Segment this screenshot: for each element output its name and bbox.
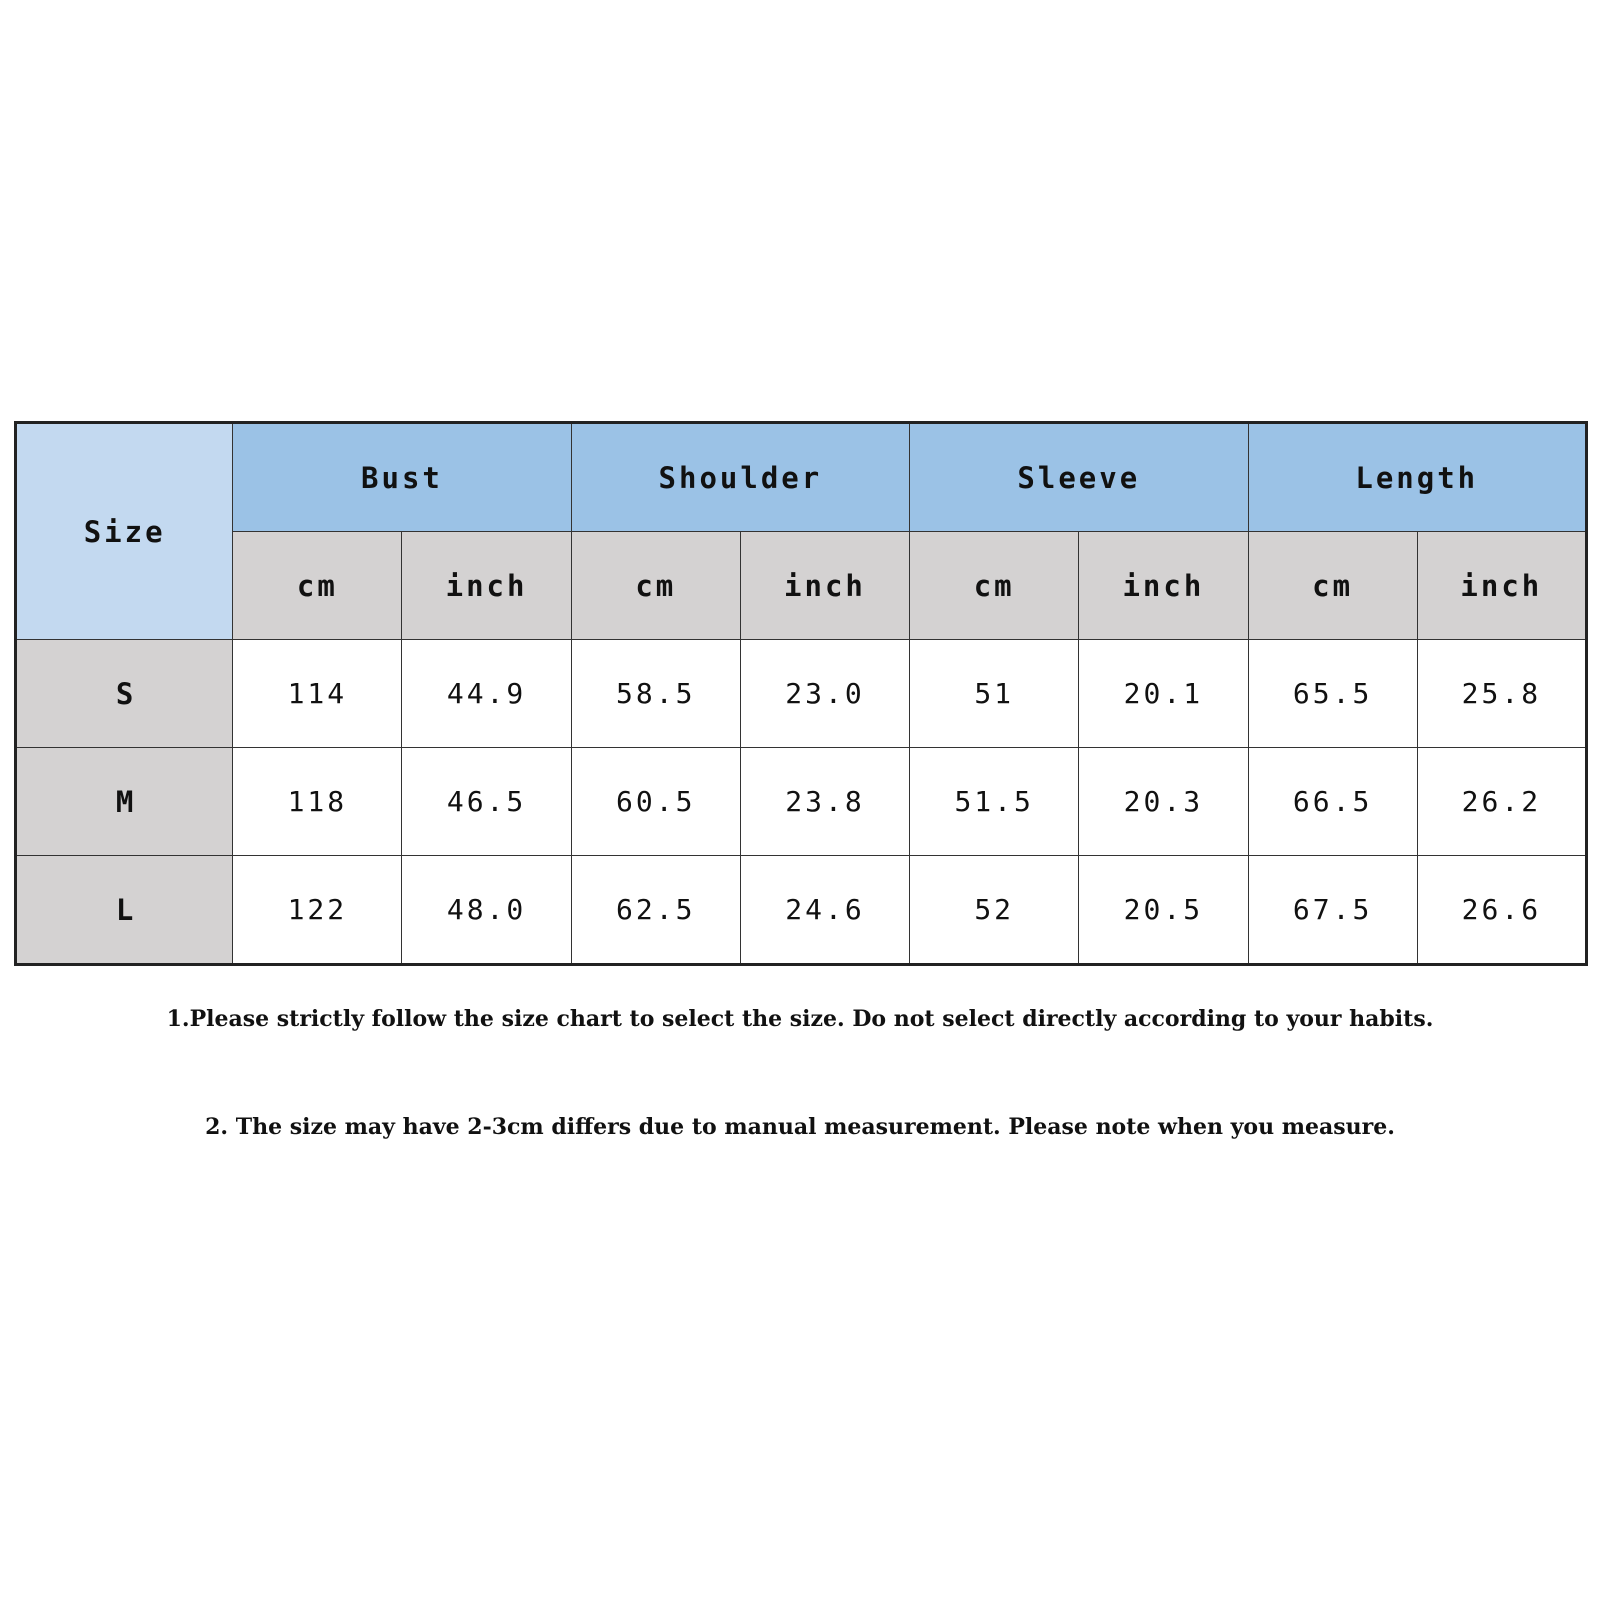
table-cell: 51.5 <box>910 748 1079 856</box>
size-label: L <box>16 856 233 965</box>
table-cell: 46.5 <box>402 748 571 856</box>
table-cell: 118 <box>233 748 402 856</box>
unit-header: cm <box>233 532 402 640</box>
table-cell: 20.5 <box>1079 856 1248 965</box>
size-label: M <box>16 748 233 856</box>
table-cell: 62.5 <box>571 856 740 965</box>
table-cell: 122 <box>233 856 402 965</box>
table-cell: 23.0 <box>740 640 909 748</box>
table-cell: 114 <box>233 640 402 748</box>
group-header-row <box>16 423 1587 532</box>
table-cell: 24.6 <box>740 856 909 965</box>
size-note-1: 1.Please strictly follow the size chart to select the size. Do not select directly according to your habits. <box>166 1006 1434 1032</box>
table-cell: 51 <box>910 640 1079 748</box>
table-row-s <box>16 640 1587 748</box>
table-cell: 66.5 <box>1248 748 1417 856</box>
table-cell: 23.8 <box>740 748 909 856</box>
table-row-m <box>16 748 1587 856</box>
table-cell: 60.5 <box>571 748 740 856</box>
table-cell: 20.1 <box>1079 640 1248 748</box>
table-cell: 20.3 <box>1079 748 1248 856</box>
table-cell: 26.6 <box>1417 856 1586 965</box>
unit-header: inch <box>1079 532 1248 640</box>
table-cell: 52 <box>910 856 1079 965</box>
unit-header: cm <box>910 532 1079 640</box>
table-cell: 65.5 <box>1248 640 1417 748</box>
group-header-shoulder: Shoulder <box>571 423 909 532</box>
unit-header: cm <box>1248 532 1417 640</box>
size-note-2: 2. The size may have 2-3cm differs due to manual measurement. Please note when you measure. <box>205 1114 1395 1140</box>
unit-header: cm <box>571 532 740 640</box>
unit-header: inch <box>1417 532 1586 640</box>
table-cell: 67.5 <box>1248 856 1417 965</box>
table-cell: 48.0 <box>402 856 571 965</box>
table-cell: 25.8 <box>1417 640 1586 748</box>
unit-header: inch <box>402 532 571 640</box>
group-header-length: Length <box>1248 423 1587 532</box>
table-cell: 58.5 <box>571 640 740 748</box>
group-header-bust: Bust <box>233 423 571 532</box>
size-label: S <box>16 640 233 748</box>
table-row-l <box>16 856 1587 965</box>
table-cell: 26.2 <box>1417 748 1586 856</box>
unit-header: inch <box>740 532 909 640</box>
size-chart-table <box>14 421 1588 966</box>
unit-header-row <box>16 532 1587 640</box>
table-cell: 44.9 <box>402 640 571 748</box>
group-header-sleeve: Sleeve <box>910 423 1248 532</box>
size-header: Size <box>16 423 233 640</box>
